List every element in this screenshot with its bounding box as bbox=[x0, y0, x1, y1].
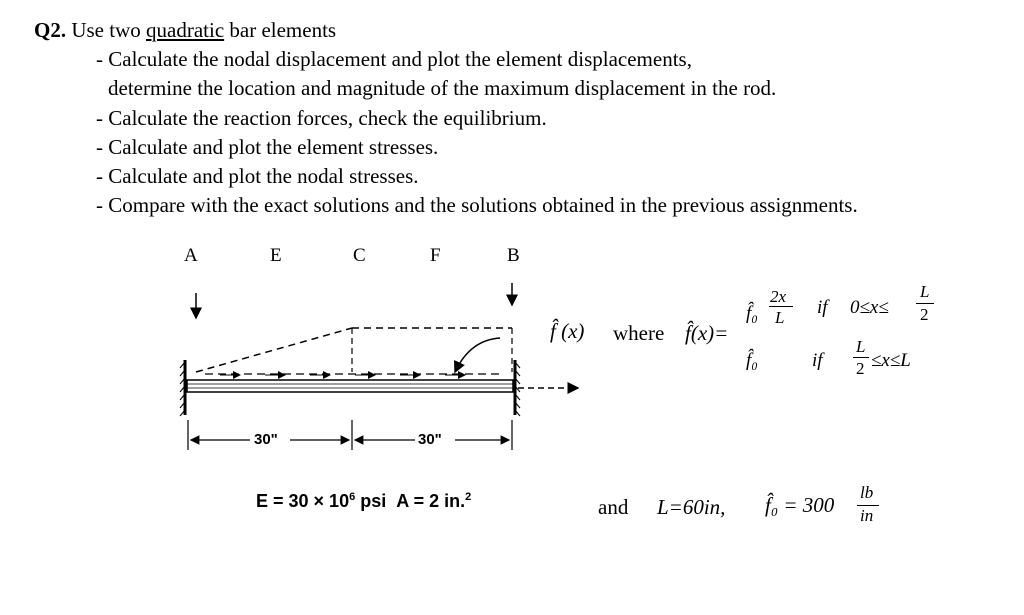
and-word: and bbox=[598, 495, 629, 519]
area-exponent: 2 bbox=[465, 491, 472, 503]
modulus-unit: psi bbox=[360, 491, 387, 511]
fx-symbol: f̂ (x) bbox=[550, 319, 585, 343]
point-label-b: B bbox=[507, 245, 520, 266]
task-item-1-cont: determine the location and magnitude of the maximum displacement in the rod. bbox=[108, 76, 777, 100]
modulus-exponent: 6 bbox=[349, 491, 356, 503]
question-intro-before: Use two bbox=[71, 18, 141, 42]
case2-if: if bbox=[812, 350, 823, 371]
case1-two: 2 bbox=[920, 305, 929, 324]
case1-condition: 0≤x≤ bbox=[850, 297, 889, 318]
case2-f0: f̂₀ bbox=[746, 350, 758, 371]
point-label-a: A bbox=[184, 245, 198, 266]
where-word: where bbox=[613, 321, 665, 345]
task-item-2: - Calculate the reaction forces, check the equilibrium. bbox=[96, 106, 547, 130]
case1-denominator: L bbox=[775, 308, 785, 327]
case1-f0: f̂₀ bbox=[746, 303, 758, 324]
point-label-c: C bbox=[353, 245, 366, 266]
case1-fraction-bar bbox=[769, 306, 793, 307]
case2-L: L bbox=[856, 337, 866, 356]
case1-cond-bar bbox=[916, 303, 934, 304]
question-number: Q2. bbox=[34, 18, 67, 42]
length-value: L=60in, bbox=[657, 495, 726, 519]
point-label-e: E bbox=[270, 245, 282, 266]
question-intro-after: bar elements bbox=[229, 18, 337, 42]
unit-numerator: lb bbox=[860, 483, 874, 502]
fx-definition: f̂(x)= bbox=[685, 321, 729, 345]
dimension-line bbox=[188, 420, 512, 450]
case2-two: 2 bbox=[856, 359, 865, 378]
modulus-label: E = 30 × 10 bbox=[256, 491, 350, 511]
question-intro-underlined: quadratic bbox=[146, 18, 225, 42]
case1-numerator: 2x bbox=[770, 287, 787, 306]
case1-if: if bbox=[817, 297, 828, 318]
area-label: A = 2 in. bbox=[396, 491, 466, 511]
case1-L: L bbox=[920, 282, 930, 301]
material-properties bbox=[256, 491, 471, 512]
distributed-load-diagram bbox=[196, 328, 512, 375]
piecewise-brace bbox=[742, 280, 758, 390]
bar-member bbox=[187, 380, 513, 392]
f0-value: f̂₀ = 300 bbox=[765, 493, 835, 517]
left-wall-support bbox=[180, 360, 185, 416]
dimension-left: 30" bbox=[254, 431, 278, 448]
unit-denominator: in bbox=[860, 506, 874, 525]
case2-condition: ≤x≤L bbox=[871, 350, 911, 371]
dimension-right: 30" bbox=[418, 431, 442, 448]
task-item-1: - Calculate the nodal displacement and plot the element displacements, bbox=[96, 47, 692, 71]
task-item-4: - Calculate and plot the nodal stresses. bbox=[96, 164, 419, 188]
task-item-5: - Compare with the exact solutions and the solutions obtained in the previous assignments. bbox=[96, 193, 858, 217]
point-label-f: F bbox=[430, 245, 441, 266]
case2-cond-bar bbox=[853, 357, 869, 358]
task-item-3: - Calculate and plot the element stresses. bbox=[96, 135, 439, 159]
